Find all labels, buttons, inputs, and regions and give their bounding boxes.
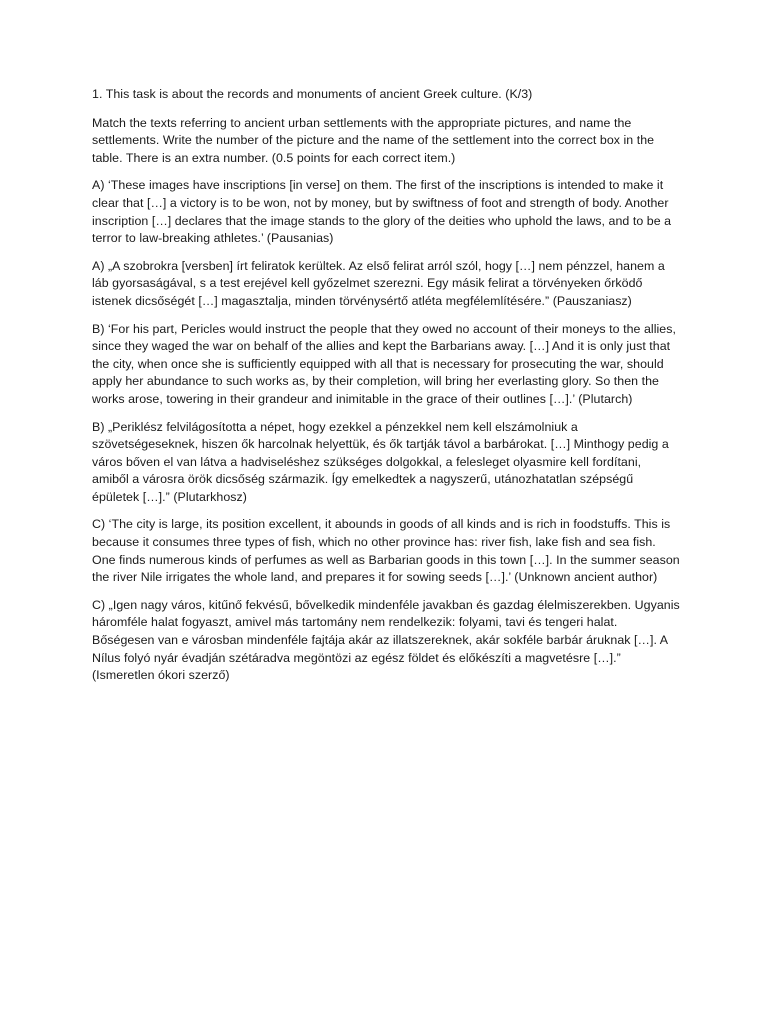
text-b-english: B) ‘For his part, Pericles would instruct the people that they owed no account of their moneys to the allies, since they waged the war on behalf of the allies and kept the Barbarians away. […] And it is only just that the city, when once she is sufficiently equipped with all that is necessary for prosecuting the war, should apply her abundance to such works as, by their completion, will bring her everlasting glory. So then the works arose, towering in their grandeur and inimitable in the grace of their outlines […].’ (Plutarch) xyxy=(92,321,676,406)
task-instructions: Match the texts referring to ancient urban settlements with the appropriate pictures, and name the settlements. Write the number of the picture and the name of the settlement into the correct box in the table. There is an extra number. (0.5 points for each correct item.) xyxy=(92,115,655,165)
text-c-hungarian: C) „Igen nagy város, kitűnő fekvésű, bővelkedik mindenféle javakban és gazdag élelmiszerekben. Ugyanis háromféle halat fogyaszt, amivel más tartomány nem rendelkezik: folyami, tavi és tengeri halat. Bőségesen van e városban mindenféle fajtája akár az illatszereknek, akár sokféle barbár áruknak […]. A Nílus folyó nyár évadján szétáradva megöntözi az egész földet és előkészíti a magvetésre […].” (Ismeretlen ókori szerző) xyxy=(92,597,680,683)
document-page xyxy=(92,86,680,695)
text-a-hungarian: A) „A szobrokra [versben] írt feliratok kerültek. Az első felirat arról szól, hogy […] nem pénzzel, hanem a láb gyorsaságával, s a test erejével kell győzelmet szerezni. Egy másik felirat a törvényeken őrködő istenek dicsőségét […] magasztalja, minden törvénysértő atléta megfélemlítésére.” (Pauszaniasz) xyxy=(92,258,665,308)
text-b-hungarian: B) „Periklész felvilágosította a népet, hogy ezekkel a pénzekkel nem kell elszámolniuk a szövetségeseknek, hiszen ők harcolnak helyettük, és ők tartják távol a barbárokat. […] Minthogy pedig a város bőven el van látva a hadviseléshez szükséges dolgokkal, a felesleget olyasmire kell fordítani, amiből a városra örök dicsőség származik. Így emelkedtek a nagyszerű, utánozhatatlan szépségű épületek […].” (Plutarkhosz) xyxy=(92,419,669,504)
text-a-english: A) ‘These images have inscriptions [in verse] on them. The first of the inscriptions is intended to make it clear that […] a victory is to be won, not by money, but by swiftness of foot and strength of body. Another inscription […] declares that the image stands to the glory of the deities who uphold the laws, and to be a terror to law-breaking athletes.’ (Pausanias) xyxy=(92,178,672,246)
text-c-english: C) ‘The city is large, its position excellent, it abounds in goods of all kinds and is rich in foodstuffs. This is because it consumes three types of fish, which no other province has: river fish, lake fish and sea fish. One finds numerous kinds of perfumes as well as Barbarian goods in this town […]. In the summer season the river Nile irrigates the whole land, and prepares it for sowing seeds […].’ (Unknown ancient author) xyxy=(92,517,680,585)
task-title: 1. This task is about the records and monuments of ancient Greek culture. (K/3) xyxy=(92,87,533,101)
